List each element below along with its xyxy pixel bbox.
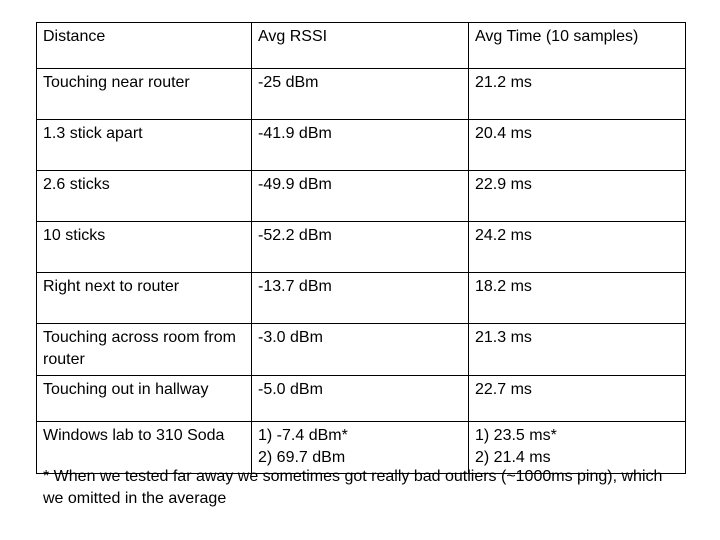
cell-distance: Touching out in hallway [37,376,252,422]
cell-rssi: -5.0 dBm [252,376,469,422]
cell-rssi: -52.2 dBm [252,222,469,273]
cell-time: 21.2 ms [469,69,686,120]
cell-distance: Right next to router [37,273,252,324]
cell-rssi: -25 dBm [252,69,469,120]
cell-time: 18.2 ms [469,273,686,324]
cell-time: 20.4 ms [469,120,686,171]
table-row [37,273,686,324]
time-sample-2: 2) 21.4 ms [475,449,551,466]
table-row [37,69,686,120]
cell-rssi: -49.9 dBm [252,171,469,222]
cell-rssi: -13.7 dBm [252,273,469,324]
rssi-sample-1: 1) -7.4 dBm* [258,427,348,444]
footnote: * When we tested far away we sometimes got really bad outliers (~1000ms ping), which we omitted in the average [43,468,663,507]
cell-rssi: -41.9 dBm [252,120,469,171]
table-row [37,171,686,222]
cell-time: 22.7 ms [469,376,686,422]
table-header-row [37,23,686,69]
rssi-sample-2: 2) 69.7 dBm [258,449,346,466]
header-avg-time: Avg Time (10 samples) [469,23,686,69]
cell-time: 22.9 ms [469,171,686,222]
table-row [37,222,686,273]
results-table [36,22,686,474]
cell-time: 24.2 ms [469,222,686,273]
cell-distance: 2.6 sticks [37,171,252,222]
header-avg-rssi: Avg RSSI [252,23,469,69]
header-distance: Distance [37,23,252,69]
table-row [37,376,686,422]
cell-distance: Touching near router [37,69,252,120]
table-row [37,120,686,171]
table-row [37,324,686,376]
cell-distance: Windows lab to 310 Soda [37,422,252,474]
cell-rssi: -3.0 dBm [252,324,469,376]
time-sample-1: 1) 23.5 ms* [475,427,557,444]
cell-distance: 10 sticks [37,222,252,273]
cell-distance: Touching across room from router [37,324,252,376]
cell-distance: 1.3 stick apart [37,120,252,171]
cell-time: 21.3 ms [469,324,686,376]
